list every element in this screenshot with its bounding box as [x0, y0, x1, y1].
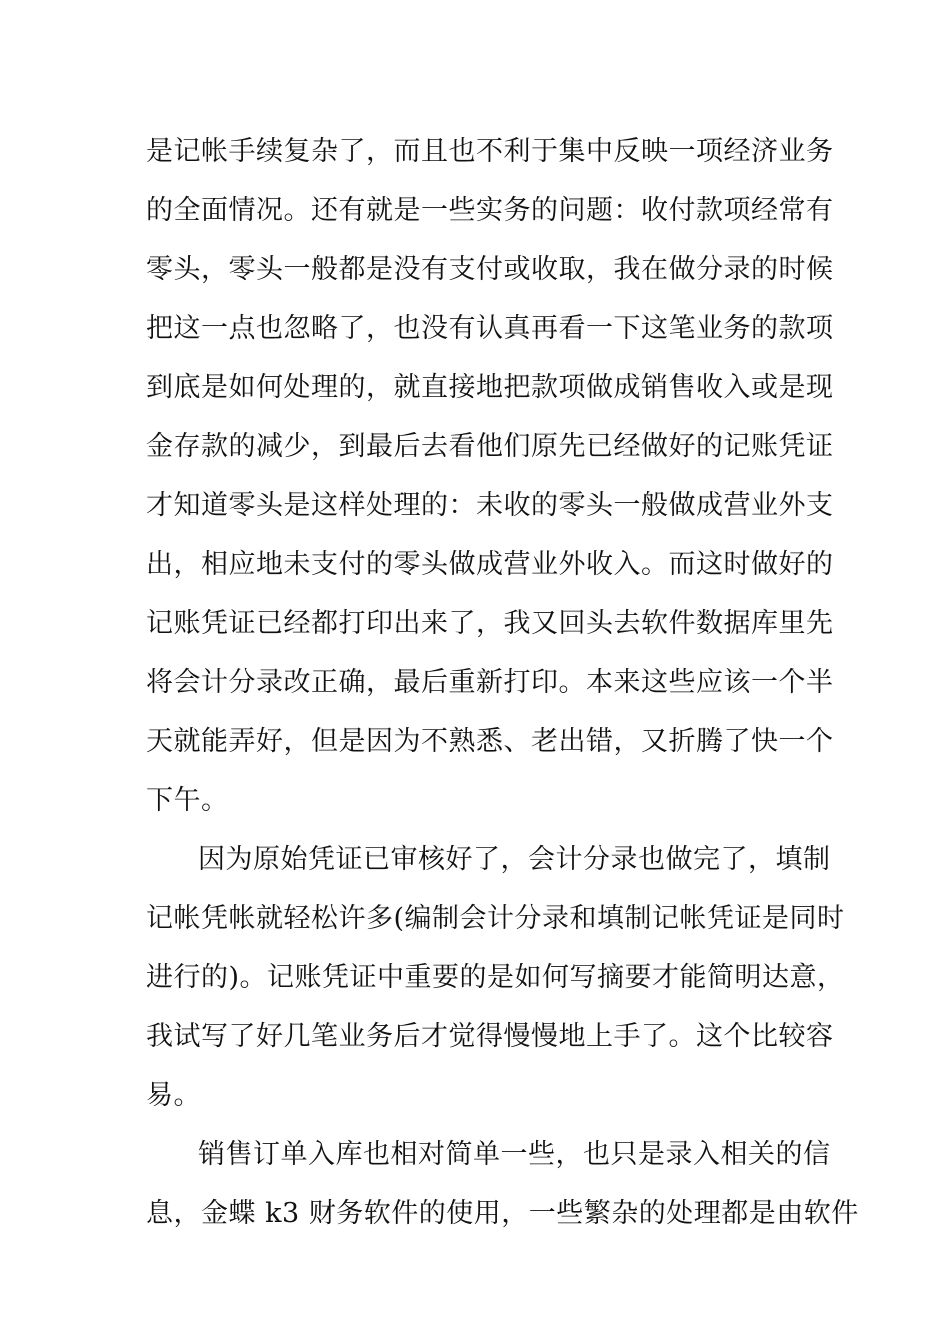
text-line: 将会计分录改正确，最后重新打印。本来这些应该一个半 — [146, 667, 834, 698]
text-line: 记帐凭帐就轻松许多(编制会计分录和填制记帐凭证是同时 — [146, 903, 845, 934]
text-line: 记账凭证已经都打印出来了，我又回头去软件数据库里先 — [146, 608, 834, 639]
text-line: 天就能弄好，但是因为不熟悉、老出错，又折腾了快一个 — [146, 726, 834, 757]
text-line: 下午。 — [146, 785, 229, 816]
paragraph-first-line: 因为原始凭证已审核好了，会计分录也做完了，填制 — [198, 844, 831, 875]
text-line: 进行的)。记账凭证中重要的是如何写摘要才能简明达意， — [146, 962, 845, 993]
text-line: 才知道零头是这样处理的：未收的零头一般做成营业外支 — [146, 490, 834, 521]
text-line: 到底是如何处理的，就直接地把款项做成销售收入或是现 — [146, 372, 834, 403]
text-line: 我试写了好几笔业务后才觉得慢慢地上手了。这个比较容 — [146, 1021, 834, 1052]
text-line: 是记帐手续复杂了，而且也不利于集中反映一项经济业务 — [146, 136, 834, 167]
text-line: 出，相应地未支付的零头做成营业外收入。而这时做好的 — [146, 549, 834, 580]
paragraph-first-line: 销售订单入库也相对简单一些，也只是录入相关的信 — [198, 1139, 831, 1170]
text-line: 金存款的减少，到最后去看他们原先已经做好的记账凭证 — [146, 431, 834, 462]
text-line: 零头，零头一般都是没有支付或收取，我在做分录的时候 — [146, 254, 834, 285]
text-line: 息，金蝶 k3 财务软件的使用，一些繁杂的处理都是由软件 — [146, 1198, 859, 1229]
text-line: 的全面情况。还有就是一些实务的问题：收付款项经常有 — [146, 195, 834, 226]
text-line: 把这一点也忽略了，也没有认真再看一下这笔业务的款项 — [146, 313, 834, 344]
text-line: 易。 — [146, 1080, 201, 1111]
